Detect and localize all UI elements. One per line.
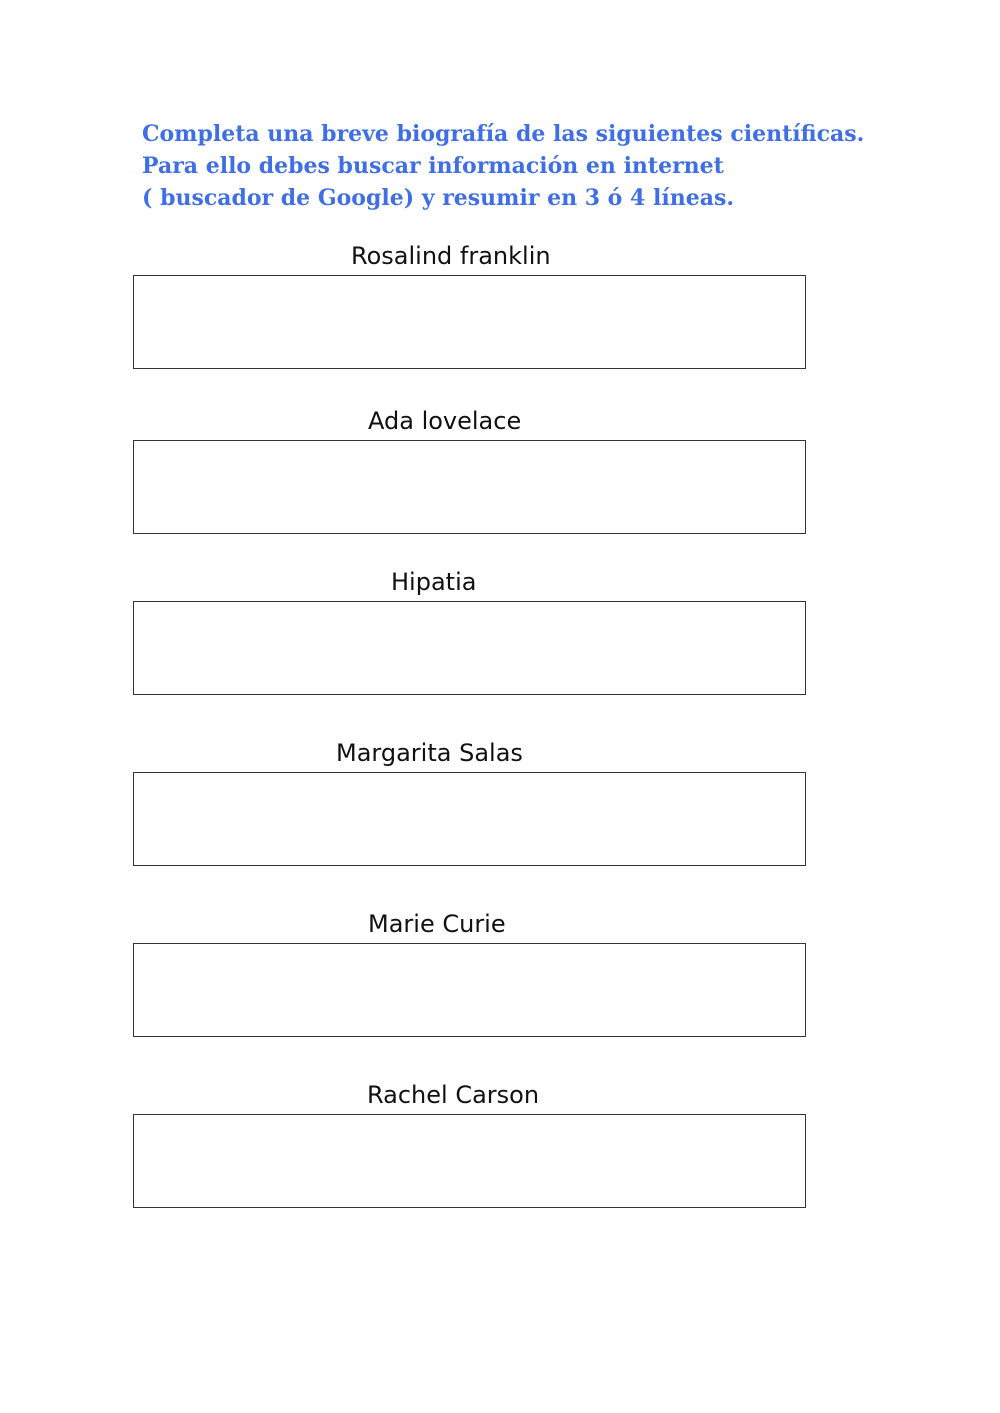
scientist-name-margarita-salas: Margarita Salas — [336, 739, 523, 767]
scientist-name-ada-lovelace: Ada lovelace — [368, 407, 522, 435]
answer-box-rachel-carson[interactable] — [133, 1114, 806, 1208]
scientist-name-rosalind-franklin: Rosalind franklin — [351, 242, 551, 270]
answer-box-rosalind-franklin[interactable] — [133, 275, 806, 369]
instruction-line-3: ( buscador de Google) y resumir en 3 ó 4 líneas. — [142, 185, 734, 211]
answer-box-margarita-salas[interactable] — [133, 772, 806, 866]
instruction-line-2: Para ello debes buscar información en internet — [142, 153, 724, 179]
answer-box-hipatia[interactable] — [133, 601, 806, 695]
instruction-line-1: Completa una breve biografía de las siguientes científicas. — [142, 121, 865, 147]
answer-box-marie-curie[interactable] — [133, 943, 806, 1037]
scientist-name-hipatia: Hipatia — [391, 568, 477, 596]
scientist-name-marie-curie: Marie Curie — [368, 910, 506, 938]
scientist-name-rachel-carson: Rachel Carson — [367, 1081, 540, 1109]
answer-box-ada-lovelace[interactable] — [133, 440, 806, 534]
instructions — [142, 118, 902, 214]
